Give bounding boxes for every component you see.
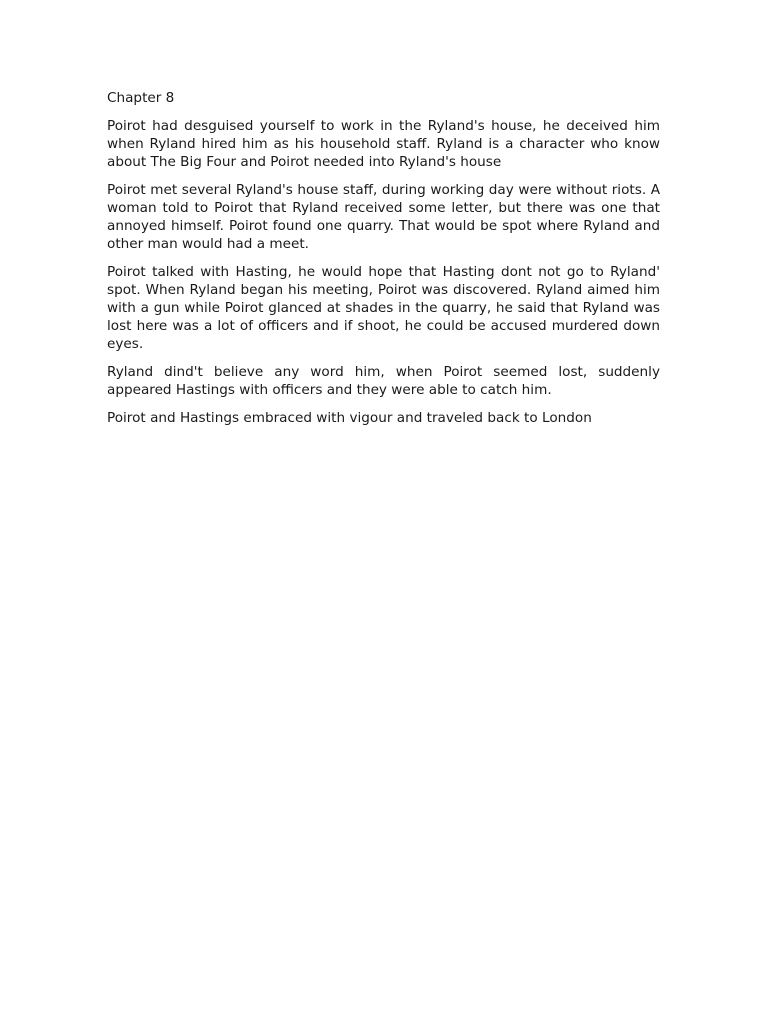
paragraph-5: Poirot and Hastings embraced with vigour and traveled back to London: [107, 410, 592, 426]
paragraph-1: Poirot had desguised yourself to work in the Ryland's house, he deceived him when Ryland hired him as his household staff. Ryland is a character who know about The Big Four and Poirot needed into Ryland's house: [107, 118, 660, 170]
chapter-title: Chapter 8: [107, 90, 175, 106]
paragraph-3: Poirot talked with Hasting, he would hope that Hasting dont not go to Ryland' spot. When Ryland began his meeting, Poirot was discovered. Ryland aimed him with a gun while Poirot glanced at shades in the quarry, he said that Ryland was lost here was a lot of officers and if shoot, he could be accused murdered down eyes.: [107, 264, 660, 352]
paragraph-2: Poirot met several Ryland's house staff, during working day were without riots. A woman told to Poirot that Ryland received some letter, but there was one that annoyed himself. Poirot found one quarry. That would be spot where Ryland and other man would had a meet.: [107, 182, 660, 252]
paragraph-4: Ryland dind't believe any word him, when Poirot seemed lost, suddenly appeared Hastings with officers and they were able to catch him.: [107, 364, 660, 398]
document-body: [107, 89, 660, 437]
